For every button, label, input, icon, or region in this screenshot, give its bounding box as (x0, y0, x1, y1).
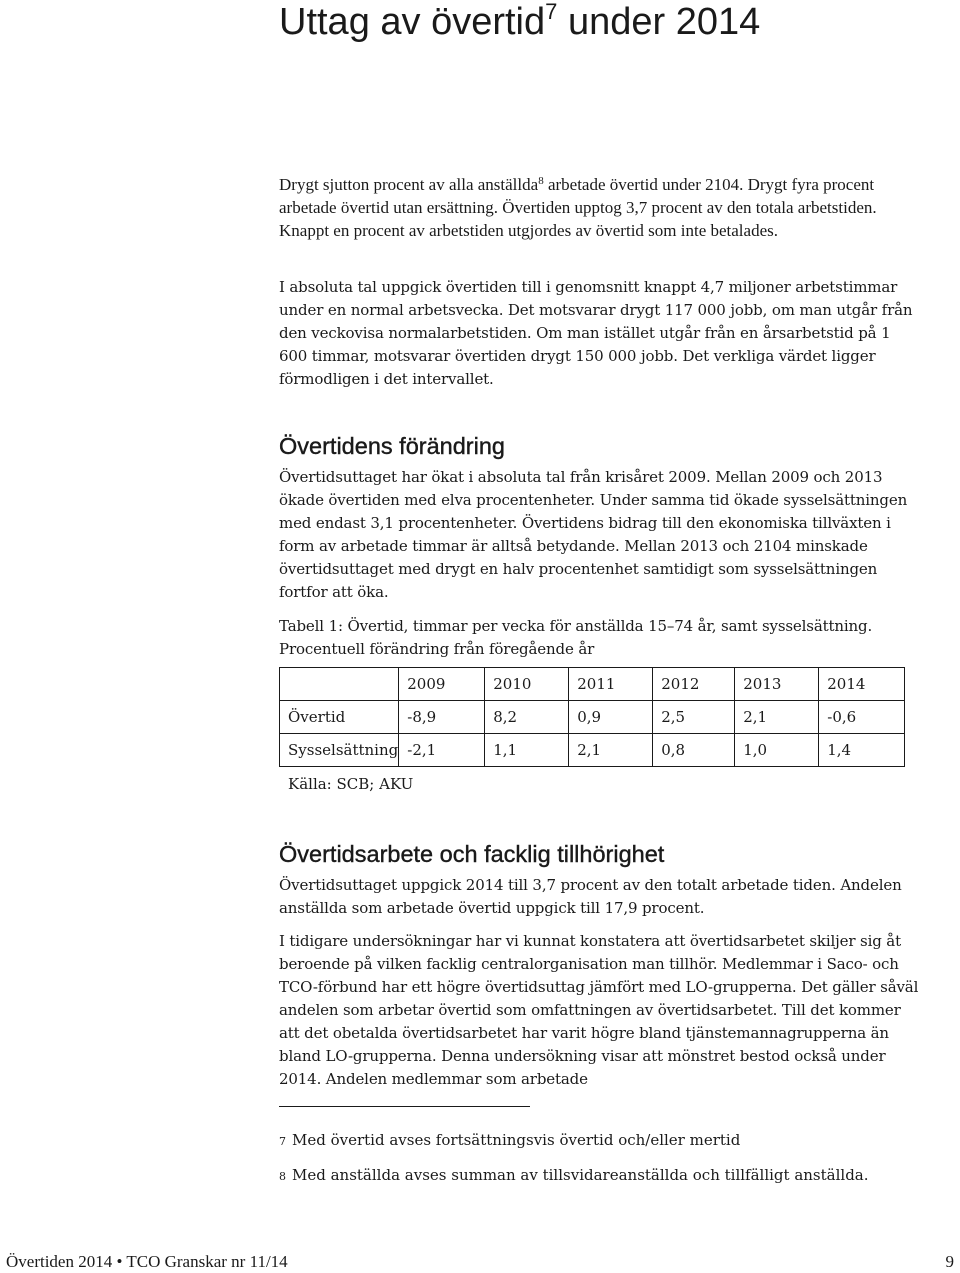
title-footnote-ref: 7 (545, 0, 558, 24)
table-header-cell: 2012 (653, 668, 735, 701)
footnote-text: Med övertid avses fortsättningsvis övertid och/eller mertid (292, 1131, 741, 1149)
intro-footnote-ref: 8 (538, 175, 544, 187)
table-header-cell (280, 668, 399, 701)
table-cell: -0,6 (819, 701, 905, 734)
table-cell: 8,2 (485, 701, 569, 734)
table-header-row (280, 668, 905, 701)
table-row-label: Sysselsättning (280, 734, 399, 767)
table-caption: Tabell 1: Övertid, timmar per vecka för anställda 15–74 år, samt sysselsättning. Procentuell förändring från föregående år (279, 617, 873, 658)
table-header-cell: 2013 (735, 668, 819, 701)
table-source: Källa: SCB; AKU (288, 775, 414, 793)
page-title: Uttag av övertid$^7$ under 2014 (279, 0, 761, 43)
table-row-label: Övertid (280, 701, 399, 734)
table-cell: -8,9 (399, 701, 485, 734)
section-heading-change: Övertidens förändring (279, 433, 505, 459)
change-paragraph: Övertidsuttaget har ökat i absoluta tal från krisåret 2009. Mellan 2009 och 2013 ökade övertiden med elva procentenheter. Under samma tid ökade sysselsättningen med endast 3,1 procentenheter. Övertidens bidrag till den ekonomiska tillväxten i form av arbetade timmar är alltså betydande. Mellan 2013 och 2104 minskade övertidsuttaget med drygt en halv procentenhet samtidigt som sysselsättningen fortfor att öka. (279, 468, 908, 601)
table-cell: 1,4 (819, 734, 905, 767)
intro-paragraph: Drygt sjutton procent av alla anställda$^8$ arbetade övertid under 2104. Drygt fyra procent arbetade övertid utan ersättning. Övertiden upptog 3,7 procent av den totala arbetstiden. Knappt en procent av arbetstiden utgjordes av övertid som inte betalades. (279, 175, 877, 240)
table-cell: 2,1 (569, 734, 653, 767)
footnote-divider (279, 1106, 530, 1107)
table-cell: 1,0 (735, 734, 819, 767)
table-cell: 0,9 (569, 701, 653, 734)
table-row (280, 734, 905, 767)
table-row (280, 701, 905, 734)
table-header-cell: 2010 (485, 668, 569, 701)
absolute-numbers-paragraph: I absoluta tal uppgick övertiden till i genomsnitt knappt 4,7 miljoner arbetstimmar under en normal arbetsvecka. Det motsvarar drygt 117 000 jobb, om man utgår från den veckovisa normalarbetstiden. Om man istället utgår från en årsarbetstid på 1 600 timmar, motsvarar övertiden drygt 150 000 jobb. Det verkliga värdet ligger förmodligen i det intervallet. (279, 278, 913, 388)
table-cell: 2,5 (653, 701, 735, 734)
footnote-8 (279, 1164, 869, 1188)
table-header-cell: 2014 (819, 668, 905, 701)
union-paragraph-1: Övertidsuttaget uppgick 2014 till 3,7 procent av den totalt arbetade tiden. Andelen anställda som arbetade övertid uppgick till 17,9 procent. (279, 876, 902, 917)
table-header-cell: 2011 (569, 668, 653, 701)
overtime-table (279, 667, 905, 767)
table-cell: 1,1 (485, 734, 569, 767)
table-cell: 2,1 (735, 701, 819, 734)
page-footer: Övertiden 2014 • TCO Granskar nr 11/14 (6, 1252, 288, 1271)
union-paragraph-2: I tidigare undersökningar har vi kunnat konstatera att övertidsarbetet skiljer sig åt beroende på vilken facklig centralorganisation man tillhör. Medlemmar i Saco- och TCO-förbund har ett högre övertidsuttag jämfört med LO-grupperna. Det gäller såväl andelen som arbetar övertid som omfattningen av övertidsarbetet. Till det kommer att det obetalda övertidsarbetet har varit högre bland tjänstemannagrupperna än bland LO-grupperna. Denna undersökning visar att mönstret bestod också under 2014. Andelen medlemmar som arbetade (279, 932, 919, 1088)
table-cell: 0,8 (653, 734, 735, 767)
footnote-number: 7 (279, 1135, 286, 1148)
footnote-7 (279, 1129, 740, 1153)
section-heading-union: Övertidsarbete och facklig tillhörighet (279, 841, 665, 867)
page-number: 9 (945, 1252, 954, 1271)
footnote-text: Med anställda avses summan av tillsvidareanställda och tillfälligt anställda. (292, 1166, 869, 1184)
table-cell: -2,1 (399, 734, 485, 767)
table-header-cell: 2009 (399, 668, 485, 701)
footnote-number: 8 (279, 1170, 286, 1183)
